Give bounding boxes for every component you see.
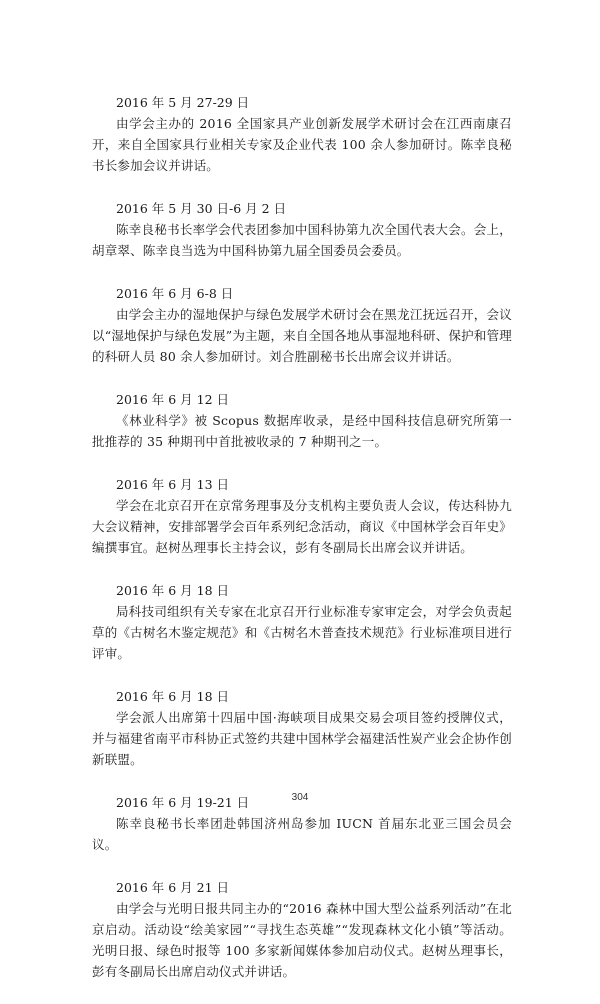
chronicle-entry xyxy=(92,92,512,176)
entry-date: 2016 年 6 月 18 日 xyxy=(116,689,230,704)
chronicle-entry xyxy=(92,283,512,367)
chronicle-entry xyxy=(92,580,512,664)
entry-text: 陈幸良秘书长率学会代表团参加中国科协第九次全国代表大会。会上，胡章翠、陈幸良当选为中国科协第九届全国委员会委员。 xyxy=(92,222,512,258)
chronicle-entry xyxy=(92,198,512,261)
document-page xyxy=(92,92,512,1004)
entry-date: 2016 年 6 月 19-21 日 xyxy=(116,795,250,810)
entry-date: 2016 年 6 月 18 日 xyxy=(116,583,230,598)
entry-text: 《林业科学》被 Scopus 数据库收录，是经中国科技信息研究所第一批推荐的 35 种期刊中首批被收录的 7 种期刊之一。 xyxy=(92,413,512,449)
entry-text: 由学会主办的 2016 全国家具产业创新发展学术研讨会在江西南康召开，来自全国家具行业相关专家及企业代表 100 余人参加研讨。陈幸良秘书长参加会议并讲话。 xyxy=(92,116,512,173)
entry-text: 局科技司组织有关专家在北京召开行业标准专家审定会，对学会负责起草的《古树名木鉴定规范》和《古树名木普查技术规范》行业标准项目进行评审。 xyxy=(92,604,512,661)
entry-date: 2016 年 5 月 30 日-6 月 2 日 xyxy=(116,201,287,216)
chronicle-entry xyxy=(92,474,512,558)
entry-text: 学会在北京召开在京常务理事及分支机构主要负责人会议，传达科协九大会议精神，安排部署学会百年系列纪念活动，商议《中国林学会百年史》编撰事宜。赵树丛理事长主持会议，彭有冬副局长出席会议并讲话。 xyxy=(92,498,512,555)
chronicle-entry xyxy=(92,686,512,770)
entry-date: 2016 年 6 月 12 日 xyxy=(116,392,230,407)
entry-text: 学会派人出席第十四届中国·海峡项目成果交易会项目签约授牌仪式，并与福建省南平市科协正式签约共建中国林学会福建活性炭产业会企协作创新联盟。 xyxy=(92,710,512,767)
entry-date: 2016 年 5 月 27-29 日 xyxy=(116,95,250,110)
entry-date: 2016 年 6 月 13 日 xyxy=(116,477,230,492)
chronicle-entry xyxy=(92,389,512,452)
entry-text: 由学会与光明日报共同主办的“2016 森林中国大型公益系列活动”在北京启动。活动设“绘美家园”“寻找生态英雄”“发现森林文化小镇”等活动。光明日报、绿色时报等 100 多家新闻媒体参加启动仪式。赵树丛理事长，彭有冬副局长出席启动仪式并讲话。 xyxy=(92,901,512,979)
entry-date: 2016 年 6 月 21 日 xyxy=(116,880,230,895)
entry-date: 2016 年 6 月 6-8 日 xyxy=(116,286,234,301)
page-number: 304 xyxy=(291,792,309,803)
entry-text: 由学会主办的湿地保护与绿色发展学术研讨会在黑龙江抚远召开，会议以“湿地保护与绿色发展”为主题，来自全国各地从事湿地科研、保护和管理的科研人员 80 余人参加研讨。刘合胜副秘书长出席会议并讲话。 xyxy=(92,307,512,364)
entry-text: 陈幸良秘书长率团赴韩国济州岛参加 IUCN 首届东北亚三国会员会议。 xyxy=(92,816,512,852)
chronicle-entry xyxy=(92,877,512,982)
